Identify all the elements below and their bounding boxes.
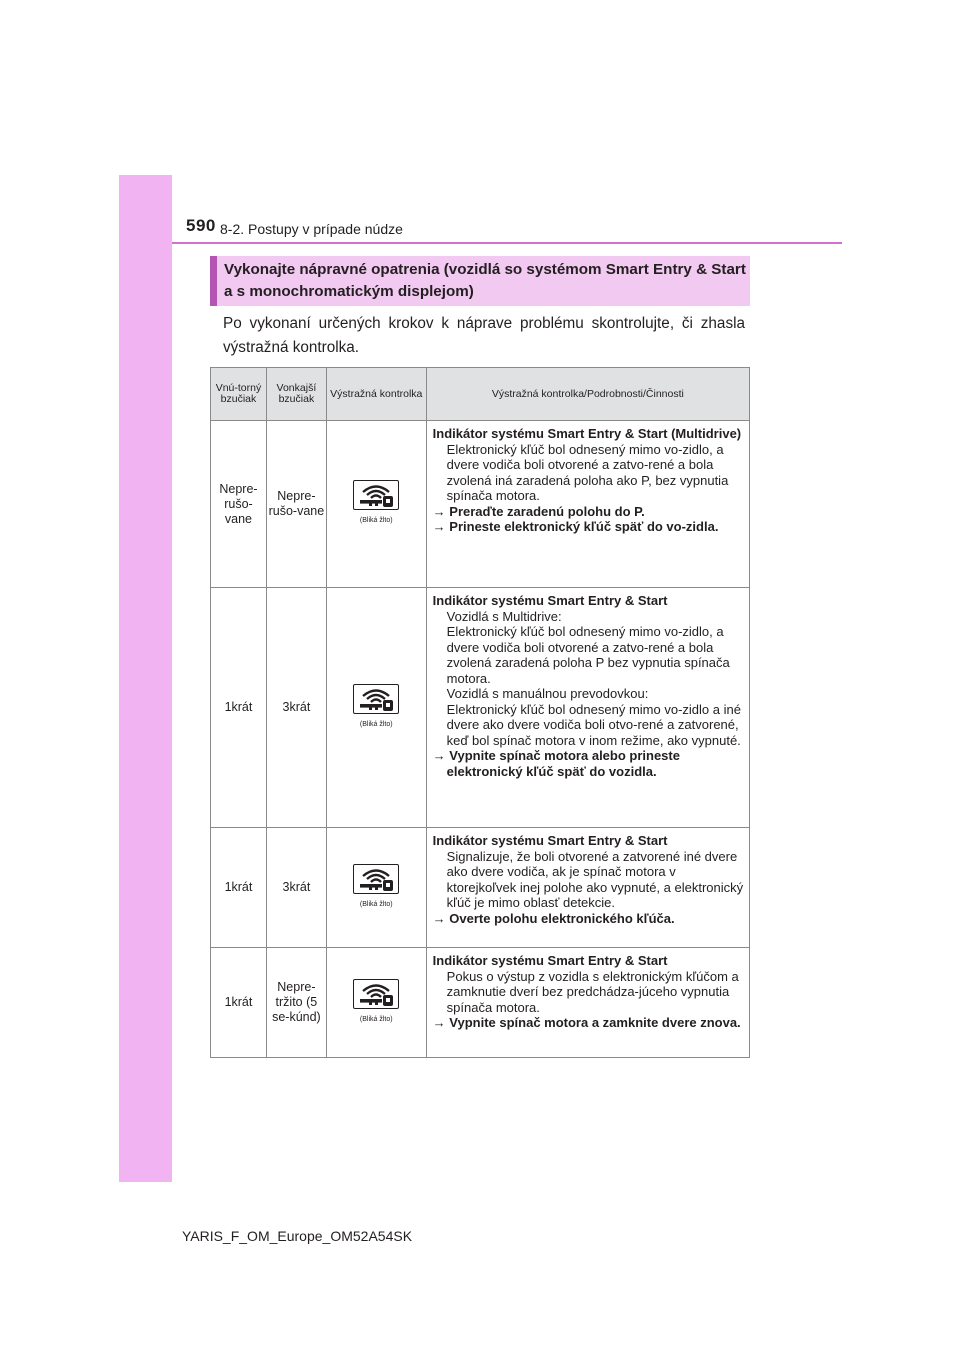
table-row — [211, 948, 750, 1058]
action-text: → Vypnite spínač motora alebo prineste elektronický kľúč späť do vozidla. — [432, 748, 680, 779]
table-row — [211, 421, 750, 588]
warning-light-cell — [326, 828, 426, 948]
warning-light-cell — [326, 588, 426, 828]
internal-buzzer-cell: Nepre-rušo-vane — [211, 421, 267, 588]
internal-buzzer-cell: 1krát — [211, 828, 267, 948]
internal-buzzer-cell: 1krát — [211, 588, 267, 828]
indicator-title: Indikátor systému Smart Entry & Start — [432, 593, 668, 608]
table-row — [211, 588, 750, 828]
detail-text: Vozidlá s Multidrive: — [446, 608, 562, 624]
internal-buzzer-cell: 1krát — [211, 948, 267, 1058]
header-warning-light: Výstražná kontrolka — [326, 368, 426, 421]
header-internal-buzzer: Vnú-torný bzučiak — [211, 368, 267, 421]
indicator-title: Indikátor systému Smart Entry & Start — [432, 833, 668, 848]
icon-caption: (Bliká žlto) — [359, 1015, 393, 1023]
section-title: 8-2. Postupy v prípade núdze — [220, 221, 403, 237]
header-rule — [172, 242, 842, 244]
intro-paragraph: Po vykonaní určených krokov k náprave problému skontrolujte, či zhasla výstražná kontrolka. — [223, 315, 745, 356]
action-text: → Preraďte zaradenú polohu do P. — [432, 503, 645, 519]
warning-light-cell — [326, 948, 426, 1058]
detail-text: Elektronický kľúč bol odnesený mimo vo-zidlo, a dvere vodiča boli otvorené a zatvo-rené a bola zvolená iná zaradená poloha ako P, bez vypnutia spínača motora. — [446, 441, 729, 503]
table-row — [211, 828, 750, 948]
smart-key-warning-icon — [353, 864, 399, 894]
heading-box — [210, 256, 750, 306]
warning-table — [210, 367, 750, 1058]
external-buzzer-cell: Nepre-rušo-vane — [266, 421, 326, 588]
detail-text: Elektronický kľúč bol odnesený mimo vo-zidlo, a dvere vodiča boli otvorené a zatvo-rené a bola zvolená zaradená poloha P bez vypnutia spínača motora. — [446, 624, 730, 686]
heading-accent-bar — [210, 256, 217, 306]
action-text: → Prineste elektronický kľúč späť do vo-zidla. — [432, 519, 719, 534]
details-cell — [426, 588, 749, 828]
warning-light-cell — [326, 421, 426, 588]
footer-doc-id: YARIS_F_OM_Europe_OM52A54SK — [181, 1228, 413, 1244]
details-cell — [426, 948, 749, 1058]
detail-text: Vozidlá s manuálnou prevodovkou: — [446, 686, 649, 701]
external-buzzer-cell: 3krát — [266, 828, 326, 948]
chapter-tab — [119, 175, 172, 1182]
header-details: Výstražná kontrolka/Podrobnosti/Činnosti — [426, 368, 749, 421]
heading-text: Vykonajte nápravné opatrenia (vozidlá so systémom Smart Entry & Start a s monochromatickým displejom) — [224, 261, 746, 300]
table-header-row — [211, 368, 750, 421]
detail-text: Signalizuje, že boli otvorené a zatvorené iné dvere ako dvere vodiča, ak je spínač motora v ktorejkoľvek inej polohe ako vypnuté, a elektronický kľúč je mimo oblasť detekcie. — [446, 848, 744, 910]
action-text: → Overte polohu elektronického kľúča. — [432, 910, 675, 926]
icon-caption: (Bliká žlto) — [359, 720, 393, 728]
details-cell — [426, 828, 749, 948]
action-text: → Vypnite spínač motora a zamknite dvere znova. — [432, 1015, 741, 1030]
details-cell — [426, 421, 749, 588]
page-number: 590 — [186, 216, 216, 235]
external-buzzer-cell: Nepre-tržito (5 se-kúnd) — [266, 948, 326, 1058]
header-external-buzzer: Vonkajší bzučiak — [266, 368, 326, 421]
smart-key-warning-icon — [353, 979, 399, 1009]
icon-caption: (Bliká žlto) — [359, 517, 393, 524]
detail-text: Pokus o výstup z vozidla s elektronickým kľúčom a zamknutie dverí bez predchádza-júceho vypnutia spínača motora. — [446, 968, 739, 1015]
smart-key-warning-icon — [353, 684, 399, 714]
indicator-title: Indikátor systému Smart Entry & Start (Multidrive) — [432, 426, 742, 441]
external-buzzer-cell: 3krát — [266, 588, 326, 828]
smart-key-warning-icon — [353, 480, 399, 510]
indicator-title: Indikátor systému Smart Entry & Start — [432, 953, 668, 968]
icon-caption: (Bliká žlto) — [359, 900, 393, 908]
detail-text: Elektronický kľúč bol odnesený mimo vo-zidlo a iné dvere ako dvere vodiča boli otvo-rené a zatvorené, keď bol spínač motora v inom režime, ako vypnuté. — [446, 701, 741, 748]
